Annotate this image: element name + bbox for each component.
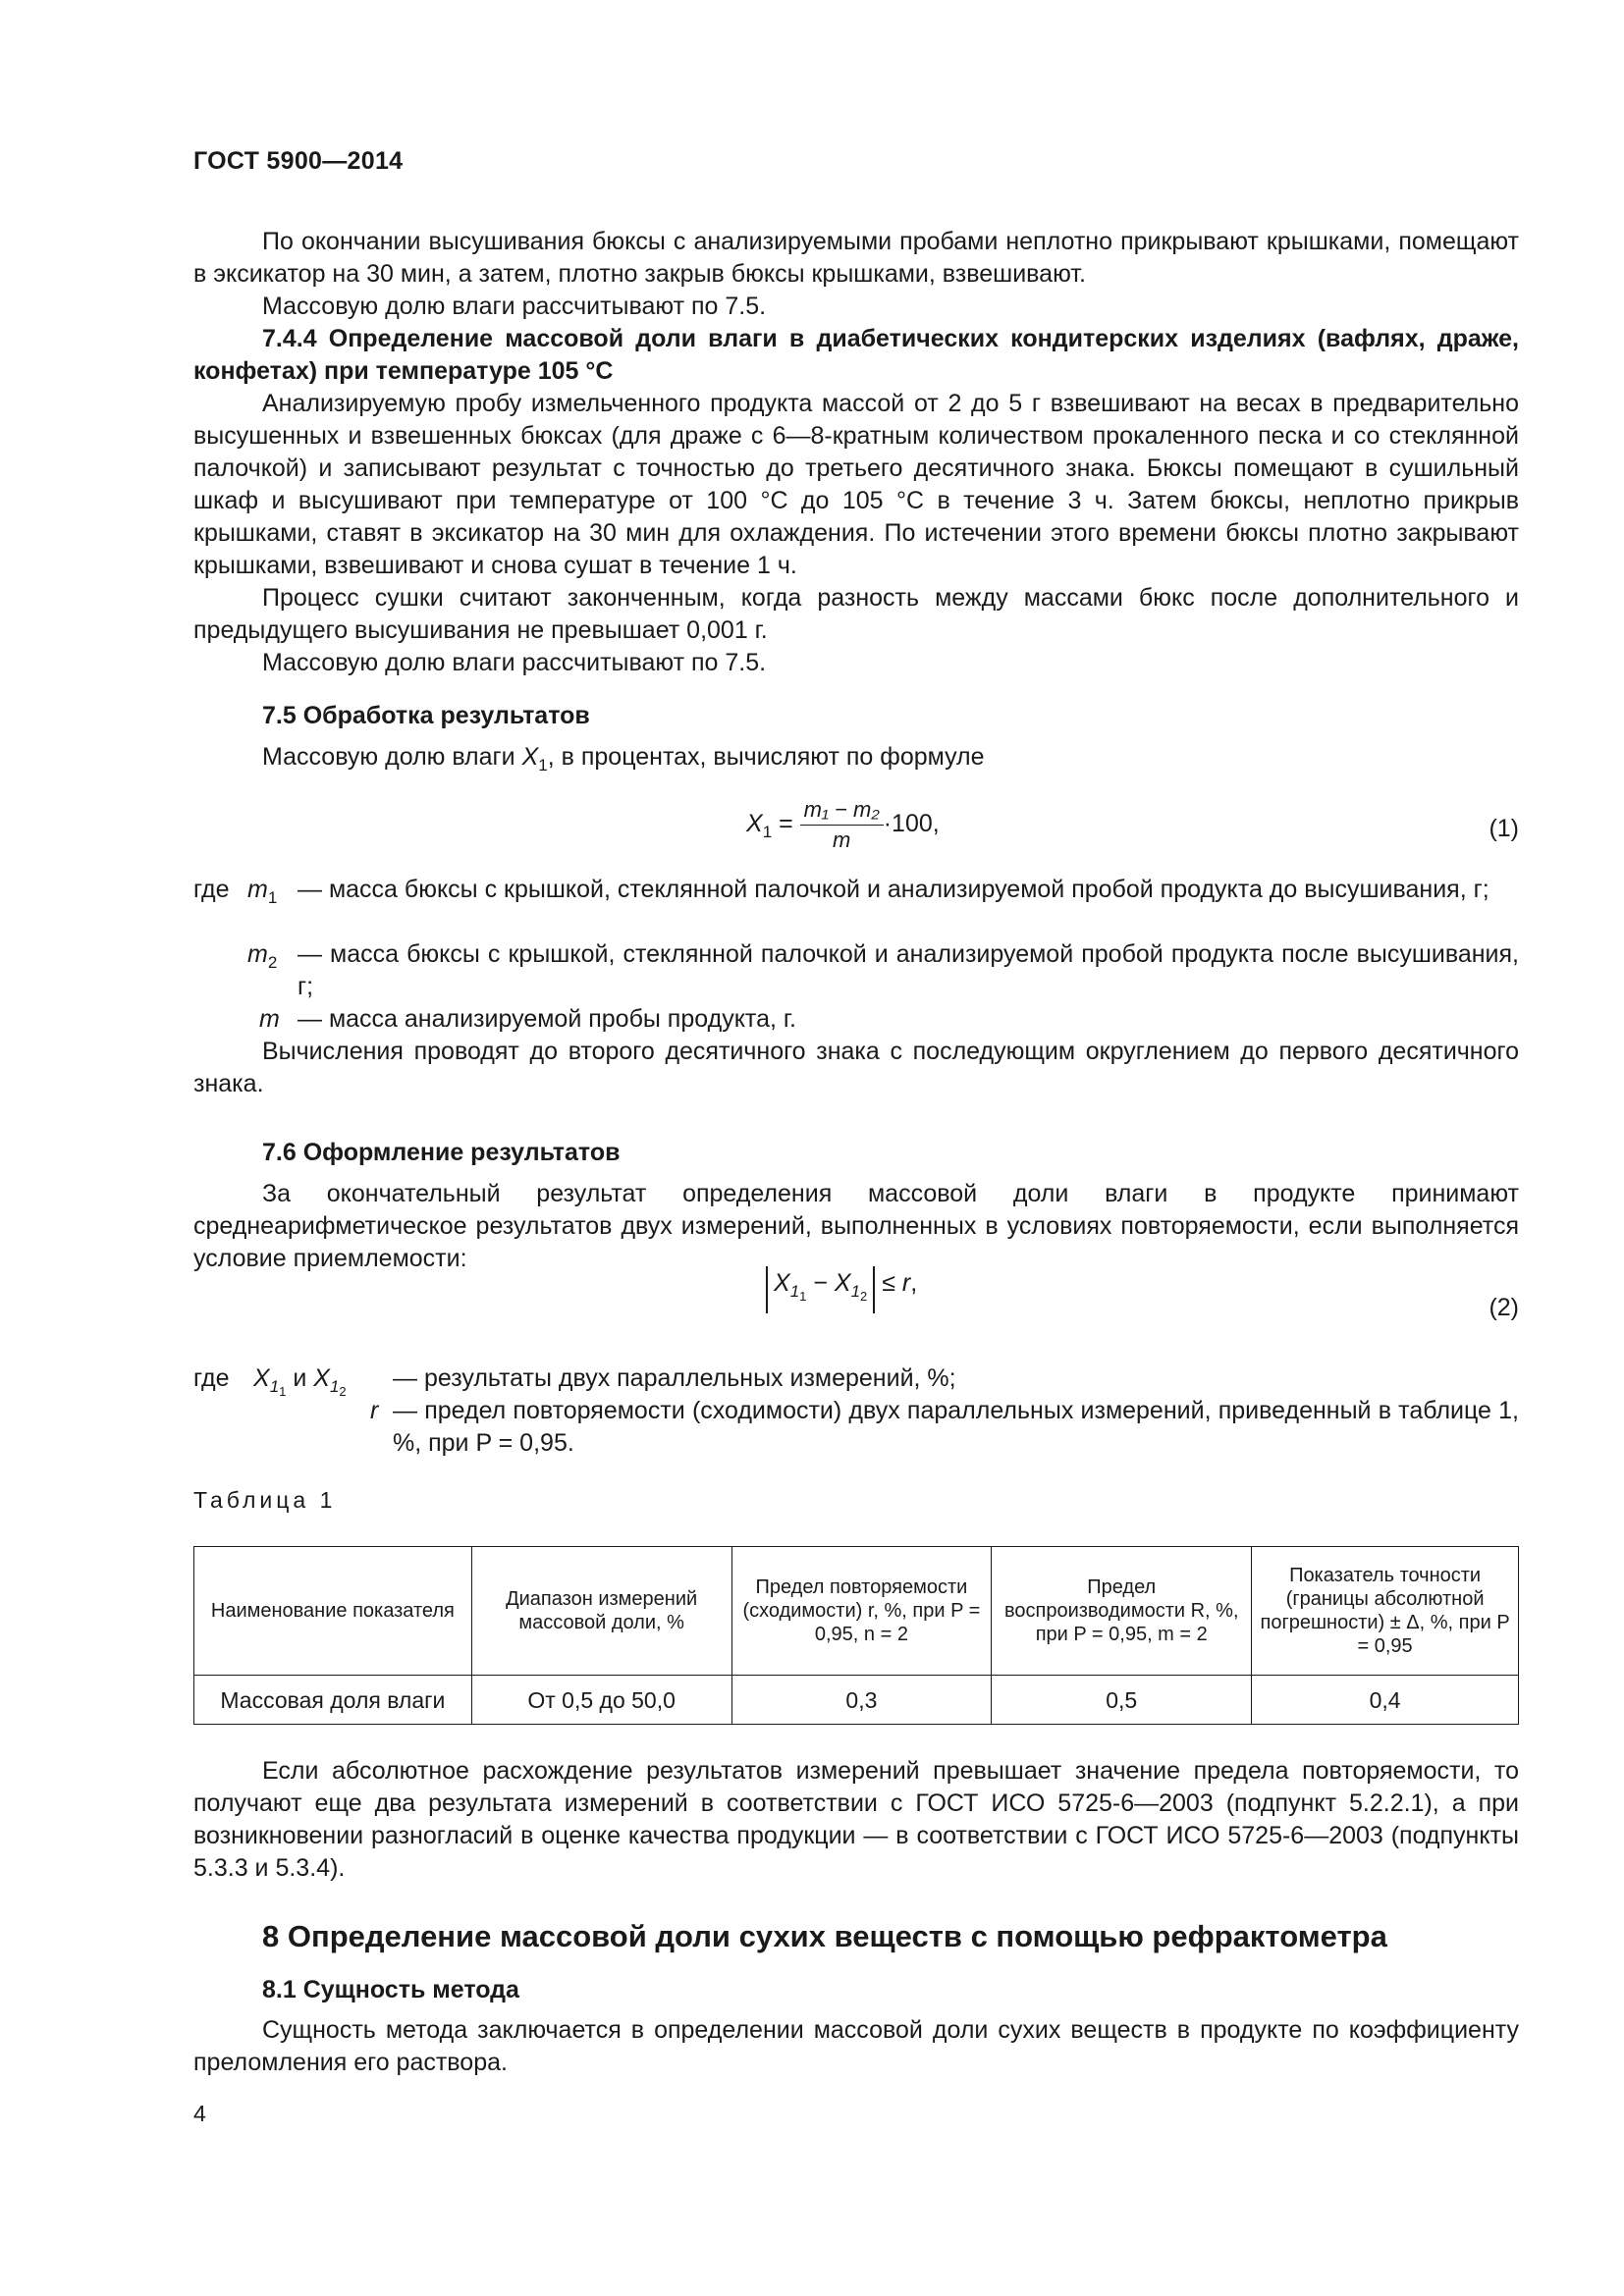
table-cell-indicator: Массовая доля влаги — [194, 1676, 472, 1725]
formula-1: $X_1$ = $\frac{\text{m₁ − m₂}}{m}$ ·100, — [746, 797, 940, 852]
paragraph-drying-end: По окончании высушивания бюксы с анализируемыми пробами неплотно прикрывают крышками, помещают в эксикатор на 30 мин, а затем, плотно закрыв бюксы крышками, взвешивают. — [193, 228, 1519, 288]
def-x1-x2-symbols: $X_{11}$ и $X_{12}$ — [253, 1364, 347, 1399]
paragraph-calc-ref-1: Массовую долю влаги рассчитывают по 7.5. — [262, 293, 767, 320]
section-7-5-heading: 7.5 Обработка результатов — [262, 702, 590, 729]
paragraph-rounding: Вычисления проводят до второго десятичного знака с последующим округлением до первого десятичного знака. — [193, 1038, 1519, 1097]
table-cell-accuracy: 0,4 — [1252, 1676, 1519, 1725]
formula-2: $X_{11} - X_{12} \le r$, — [766, 1266, 917, 1313]
def-r-symbol: r — [370, 1397, 379, 1424]
where-label-1: где — [193, 876, 230, 903]
table-cell-reproducibility: 0,5 — [992, 1676, 1252, 1725]
where-label-2: где — [193, 1364, 230, 1392]
table-1-caption: Таблица 1 — [193, 1487, 337, 1513]
def-m-symbol: m — [259, 1005, 280, 1033]
section-7-4-4-heading: 7.4.4 Определение массовой доли влаги в диабетических кондитерских изделиях (вафлях, драже, конфетах) при температуре 105 °С — [193, 325, 1519, 385]
paragraph-drying-complete: Процесс сушки считают законченным, когда разность между массами бюкс после дополнительного и предыдущего высушивания не превышает 0,001 г. — [193, 584, 1519, 644]
page-number: 4 — [193, 2101, 206, 2126]
table-header-reproducibility: Предел воспроизводимости R, %, при P = 0,95, m = 2 — [992, 1547, 1252, 1676]
table-header-accuracy: Показатель точности (границы абсолютной погрешности) ± Δ, %, при P = 0,95 — [1252, 1547, 1519, 1676]
paragraph-method-essence: Сущность метода заключается в определении массовой доли сухих веществ в продукте по коэффициенту преломления его раствора. — [193, 2016, 1519, 2076]
table-header-indicator: Наименование показателя — [194, 1547, 472, 1676]
def-m1-text: — масса бюксы с крышкой, стеклянной палочкой и анализируемой пробой продукта до высушивания, г; — [298, 876, 1489, 903]
section-8-heading: 8 Определение массовой доли сухих веществ с помощью рефрактометра — [262, 1919, 1387, 1953]
formula-1-number: (1) — [1489, 815, 1519, 842]
table-cell-range: От 0,5 до 50,0 — [471, 1676, 731, 1725]
paragraph-final-result: За окончательный результат определения массовой доли влаги в продукте принимают среднеарифметическое результатов двух измерений, выполненных в условиях повторяемости, если выполняется условие приемлемости: — [193, 1180, 1519, 1272]
paragraph-calc-ref-2: Массовую долю влаги рассчитывают по 7.5. — [262, 649, 767, 676]
table-header-repeatability: Предел повторяемости (сходимости) r, %, при P = 0,95, n = 2 — [731, 1547, 992, 1676]
formula-1-intro: Массовую долю влаги $X_1$, в процентах, вычисляют по формуле — [262, 743, 985, 774]
table-1 — [193, 1546, 1519, 1725]
table-header-range: Диапазон измерений массовой доли, % — [471, 1547, 731, 1676]
def-m1-symbol: $m_1$ — [247, 876, 278, 907]
def-m-text: — масса анализируемой пробы продукта, г. — [298, 1005, 796, 1033]
document-header: ГОСТ 5900—2014 — [193, 147, 404, 175]
def-r-text: — предел повторяемости (сходимости) двух параллельных измерений, приведенный в таблице 1, %, при P = 0,95. — [393, 1397, 1519, 1457]
section-7-6-heading: 7.6 Оформление результатов — [262, 1139, 621, 1166]
formula-1-numerator: m₁ − m₂ — [800, 797, 884, 826]
paragraph-diabetic-procedure: Анализируемую пробу измельченного продукта массой от 2 до 5 г взвешивают на весах в предварительно высушенных и взвешенных бюксах (для драже с 6—8-кратным количеством прокаленного песка и со стеклянной палочкой) и записывают результат с точностью до третьего десятичного знака. Бюксы помещают в сушильный шкаф и высушивают при температуре от 100 °С до 105 °С в течение 3 ч. Затем бюксы, неплотно прикрыв крышками, ставят в эксикатор на 30 мин для охлаждения. По истечении этого времени бюксы плотно закрывают крышками, взвешивают и снова сушат в течение 1 ч. — [193, 390, 1519, 579]
formula-1-denominator: m — [833, 828, 851, 852]
table-row — [194, 1676, 1519, 1725]
formula-2-number: (2) — [1489, 1294, 1519, 1321]
def-m2-symbol: $m_2$ — [247, 940, 278, 972]
def-m2-text: — масса бюксы с крышкой, стеклянной палочкой и анализируемой пробой продукта после высушивания, г; — [298, 940, 1519, 1000]
section-8-1-heading: 8.1 Сущность метода — [262, 1976, 519, 2003]
def-x1-x2-text: — результаты двух параллельных измерений, %; — [393, 1364, 956, 1392]
paragraph-discrepancy: Если абсолютное расхождение результатов измерений превышает значение предела повторяемости, то получают еще два результата измерений в соответствии с ГОСТ ИСО 5725-6—2003 (подпункт 5.2.2.1), а при возникновении разногласий в оценке качества продукции — в соответствии с ГОСТ ИСО 5725-6—2003 (подпункты 5.3.3 и 5.3.4). — [193, 1757, 1519, 1882]
table-cell-repeatability: 0,3 — [731, 1676, 992, 1725]
